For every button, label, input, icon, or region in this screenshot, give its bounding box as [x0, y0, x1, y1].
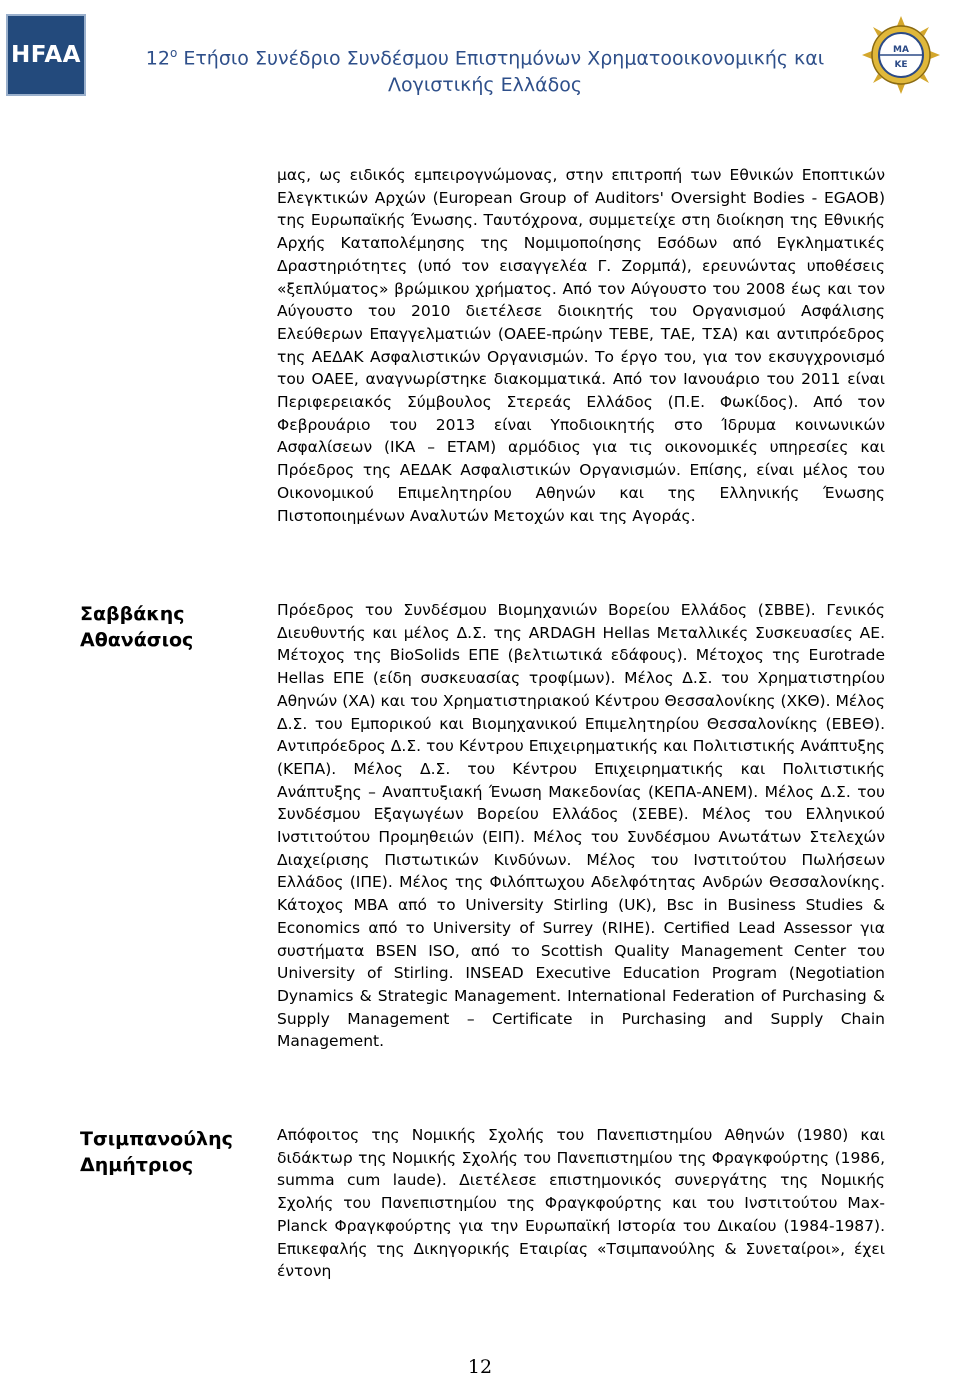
bio-text-tsimpanoulis: Απόφοιτος της Νομικής Σχολής του Πανεπιστημίου Αθηνών (1980) και διδάκτωρ της Νομικής Σχολής του Πανεπιστημίου της Φραγκφούρτης (1986, summa cum laude). Διετέλεσε επιστημονικός συνεργάτης της Νομικής Σχολής του Πανεπιστημίου της Φραγκφούρτης και του Ινστιτούτου Max-Planck Φραγκφούρτης για την Ευρωπαϊκή Ιστορία του Δικαίου (1984-1987). Επικεφαλής της Δικηγορικής Εταιρίας «Τσιμπανούλης & Συνεταίροι», έχει έντονη [277, 1126, 885, 1281]
svg-text:ΜΑ: ΜΑ [893, 45, 909, 55]
conference-title-text: Ετήσιο Συνέδριο Συνδέσμου Επιστημόνων Χρηματοοικονομικής και Λογιστικής Ελλάδος [177, 47, 825, 97]
hfaa-logo [6, 14, 86, 96]
bio-name-savvakis: Σαββάκης Αθανάσιος [80, 603, 194, 651]
page-number: 12 [467, 1356, 493, 1378]
svg-text:ΚΕ: ΚΕ [894, 60, 908, 70]
page-header [0, 0, 960, 110]
conference-title-number: 12 [145, 47, 170, 70]
hfaa-logo-text: HFAA [11, 42, 81, 68]
conference-title [120, 40, 850, 99]
bio-continuation-text: μας, ως ειδικός εμπειρογνώμονας, στην επιτροπή των Εθνικών Εποπτικών Ελεγκτικών Αρχών (European Group of Auditors' Oversight Bodies - EGAOB) της Ευρωπαϊκής Ένωσης. Ταυτόχρονα, συμμετείχε στη διοίκηση της Εθνικής Αρχής Καταπολέμησης της Νομιμοποίησης Εσόδων από Εγκληματικές Δραστηριότητες (υπό τον εισαγγελέα Γ. Ζορμπά), ερευνώντας υποθέσεις «ξεπλύματος» βρώμικου χρήματος. Από τον Αύγουστο του 2008 έως και τον Αύγουστο του 2010 διετέλεσε διοικητής του Οργανισμού Ασφάλισης Ελεύθερων Επαγγελματιών (ΟΑΕΕ-πρώην ΤΕΒΕ, ΤΑΕ, ΤΣΑ) και αντιπρόεδρος της ΑΕΔΑΚ Ασφαλιστικών Οργανισμών. Το έργο του, για τον εκσυγχρονισμό του ΟΑΕΕ, αναγνωρίστηκε διακομματικά. Από τον Ιανουάριο του 2011 είναι Περιφερειακός Σύμβουλος Στερεάς Ελλάδος (Π.Ε. Φωκίδος). Από τον Φεβρουάριο του 2013 είναι Υποδιοικητής στο Ίδρυμα κοινωνικών Ασφαλίσεων (ΙΚΑ – ΕΤΑΜ) αρμόδιος για τις οικονομικές υπηρεσίες και Πρόεδρος της ΑΕΔΑΚ Ασφαλιστικών Οργανισμών. Επίσης, είναι μέλος του Οικονομικού Επιμελητηρίου Αθηνών και της Ελληνικής Ένωσης Πιστοποιημένων Αναλυτών Μετοχών και της Αγοράς. [277, 166, 885, 525]
bio-name-tsimpanoulis: Τσιμπανούλης Δημήτριος [80, 1128, 233, 1176]
make-seal-logo [860, 14, 942, 96]
bio-text-savvakis: Πρόεδρος του Συνδέσμου Βιομηχανιών Βορείου Ελλάδος (ΣΒΒΕ). Γενικός Διευθυντής και μέλος Δ.Σ. της ARDAGH Hellas Μεταλλικές Συσκευασίες ΑΕ. Μέτοχος της BioSolids ΕΠΕ (βελτιωτικά εδάφους). Μέτοχος της Eurotrade Hellas ΕΠΕ (είδη συσκευασίας τροφίμων). Μέλος Δ.Σ. του Χρηματιστηρίου Αθηνών (ΧΑ) και του Χρηματιστηριακού Κέντρου Θεσσαλονίκης (ΧΚΘ). Μέλος Δ.Σ. του Εμπορικού και Βιομηχανικού Επιμελητηρίου Θεσσαλονίκης (ΕΒΕΘ). Αντιπρόεδρος Δ.Σ. του Κέντρου Επιχειρηματικής και Πολιτιστικής Ανάπτυξης (ΚΕΠΑ). Μέλος Δ.Σ. του Κέντρου Επιχειρηματικής και Πολιτιστικής Ανάπτυξης – Αναπτυξιακή Ένωση Μακεδονίας (ΚΕΠΑ-ΑΝΕΜ). Μέλος Δ.Σ. του Συνδέσμου Εξαγωγέων Βορείου Ελλάδος (ΣΕΒΕ). Μέλος του Ελληνικού Ινστιτούτου Προμηθειών (ΕΙΠ). Μέλος του Συνδέσμου Ανωτάτων Στελεχών Διαχείρισης Πιστωτικών Κινδύνων. Μέλος του Ινστιτούτου Πωλήσεων Ελλάδος (ΙΠΕ). Μέλος της Φιλόπτωχου Αδελφότητας Ανδρών Θεσσαλονίκης. Κάτοχος MBA από το University Stirling (UK), Bsc in Business Studies & Economics από το University of Surrey (RIHE). Certified Lead Assessor για συστήματα BSEN ISO, από το Scottish Quality Management Center του University of Stirling. INSEAD Executive Education Program (Negotiation Dynamics & Strategic Management. International Federation of Purchasing & Supply Management – Certificate in Purchasing and Supply Chain Management. [277, 601, 885, 1051]
conference-title-ordinal: ο [169, 46, 178, 60]
